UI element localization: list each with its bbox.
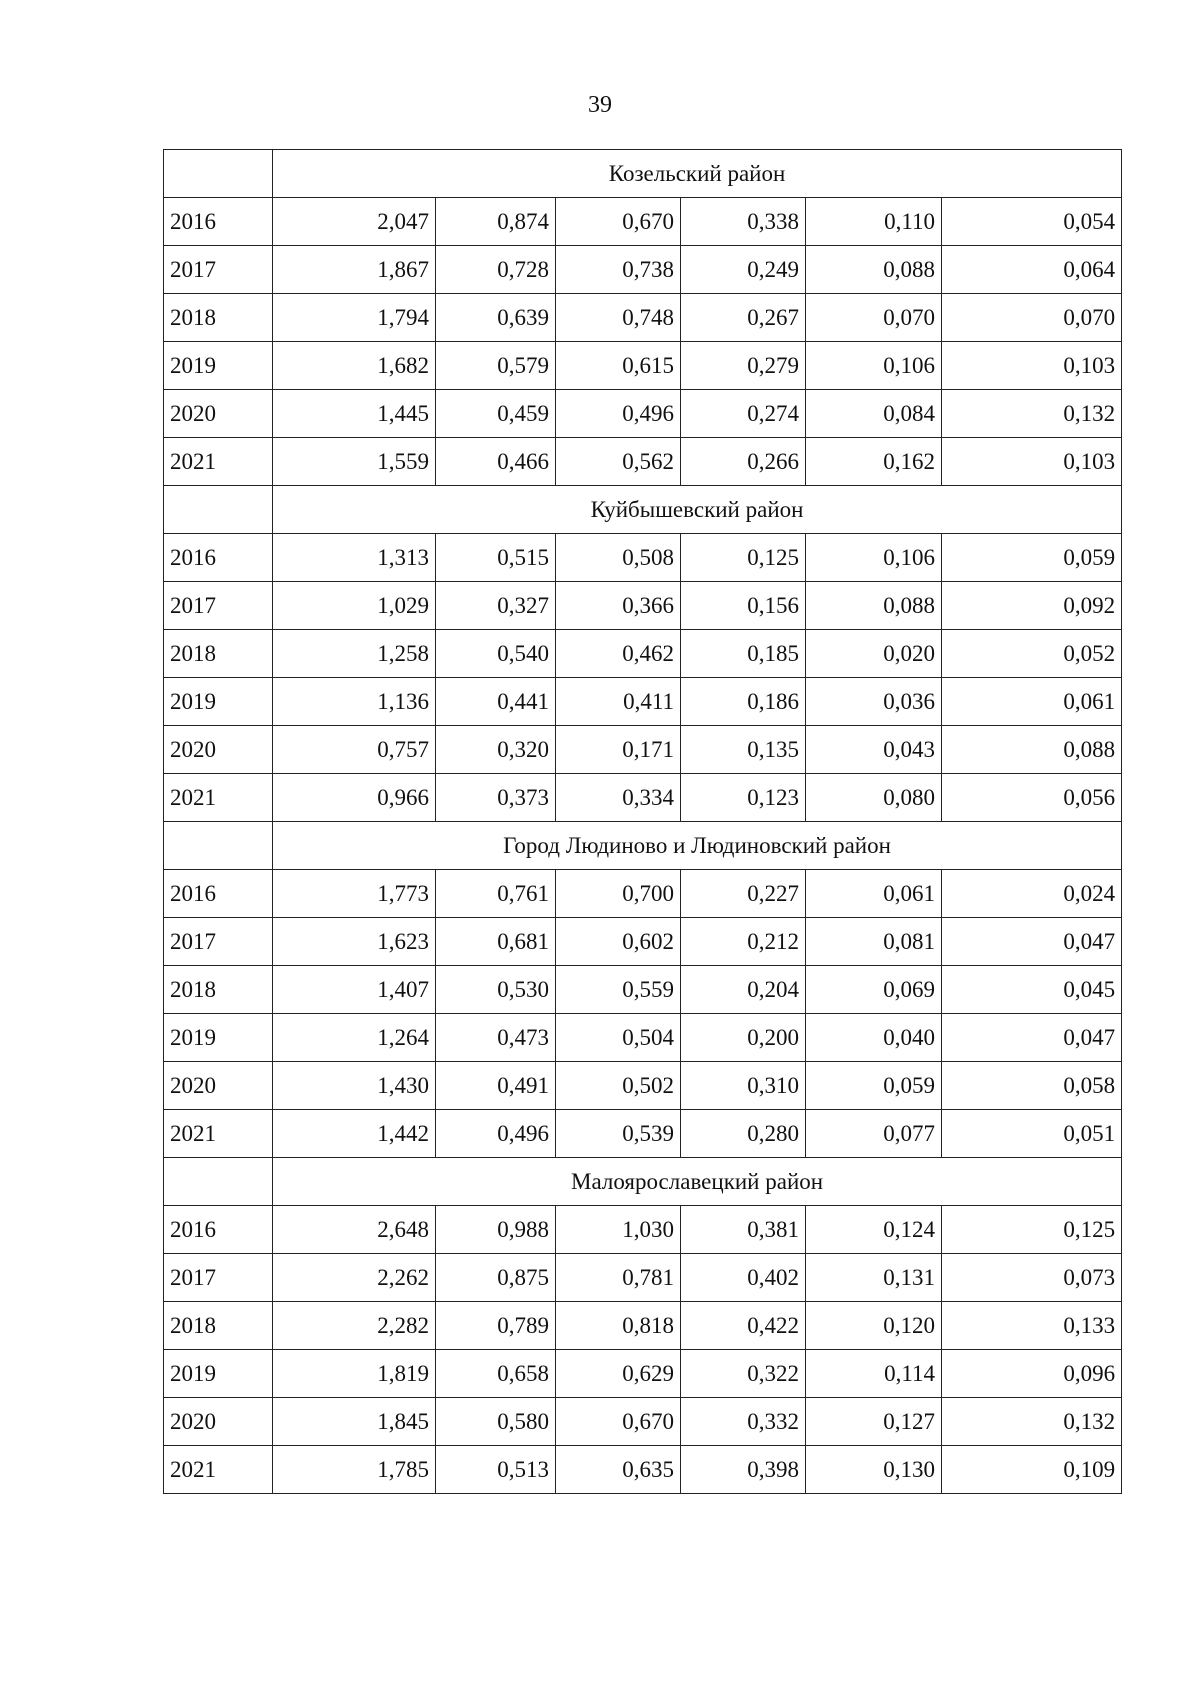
value-cell: 1,559 bbox=[273, 438, 436, 486]
value-cell: 1,845 bbox=[273, 1398, 436, 1446]
value-cell: 1,682 bbox=[273, 342, 436, 390]
section-header-row bbox=[164, 150, 1122, 198]
value-cell: 1,623 bbox=[273, 918, 436, 966]
table-row bbox=[164, 1206, 1122, 1254]
table-row bbox=[164, 342, 1122, 390]
value-cell: 0,757 bbox=[273, 726, 436, 774]
value-cell: 0,562 bbox=[556, 438, 681, 486]
value-cell: 2,047 bbox=[273, 198, 436, 246]
value-cell: 0,052 bbox=[942, 630, 1122, 678]
table-row bbox=[164, 966, 1122, 1014]
year-cell: 2020 bbox=[164, 726, 273, 774]
table-row bbox=[164, 630, 1122, 678]
value-cell: 0,748 bbox=[556, 294, 681, 342]
table-row bbox=[164, 1302, 1122, 1350]
value-cell: 0,402 bbox=[681, 1254, 806, 1302]
value-cell: 0,539 bbox=[556, 1110, 681, 1158]
value-cell: 1,773 bbox=[273, 870, 436, 918]
value-cell: 0,513 bbox=[436, 1446, 556, 1494]
value-cell: 0,366 bbox=[556, 582, 681, 630]
value-cell: 0,073 bbox=[942, 1254, 1122, 1302]
table-row bbox=[164, 774, 1122, 822]
value-cell: 0,058 bbox=[942, 1062, 1122, 1110]
value-cell: 0,096 bbox=[942, 1350, 1122, 1398]
value-cell: 0,615 bbox=[556, 342, 681, 390]
section-header-row bbox=[164, 822, 1122, 870]
value-cell: 0,738 bbox=[556, 246, 681, 294]
year-cell: 2017 bbox=[164, 246, 273, 294]
value-cell: 0,473 bbox=[436, 1014, 556, 1062]
value-cell: 0,334 bbox=[556, 774, 681, 822]
value-cell: 0,024 bbox=[942, 870, 1122, 918]
value-cell: 1,407 bbox=[273, 966, 436, 1014]
value-cell: 0,069 bbox=[806, 966, 942, 1014]
year-cell: 2021 bbox=[164, 1110, 273, 1158]
value-cell: 0,728 bbox=[436, 246, 556, 294]
page-number: 39 bbox=[588, 92, 612, 118]
section-header-empty-cell bbox=[164, 150, 273, 198]
value-cell: 1,794 bbox=[273, 294, 436, 342]
table-row bbox=[164, 726, 1122, 774]
value-cell: 0,398 bbox=[681, 1446, 806, 1494]
value-cell: 0,040 bbox=[806, 1014, 942, 1062]
value-cell: 0,043 bbox=[806, 726, 942, 774]
value-cell: 0,274 bbox=[681, 390, 806, 438]
value-cell: 0,502 bbox=[556, 1062, 681, 1110]
year-cell: 2018 bbox=[164, 1302, 273, 1350]
value-cell: 0,070 bbox=[806, 294, 942, 342]
value-cell: 0,088 bbox=[942, 726, 1122, 774]
year-cell: 2019 bbox=[164, 342, 273, 390]
year-cell: 2018 bbox=[164, 630, 273, 678]
value-cell: 0,120 bbox=[806, 1302, 942, 1350]
year-cell: 2016 bbox=[164, 1206, 273, 1254]
value-cell: 0,459 bbox=[436, 390, 556, 438]
year-cell: 2019 bbox=[164, 678, 273, 726]
section-title: Куйбышевский район bbox=[273, 486, 1122, 534]
value-cell: 1,029 bbox=[273, 582, 436, 630]
value-cell: 0,103 bbox=[942, 342, 1122, 390]
value-cell: 0,462 bbox=[556, 630, 681, 678]
value-cell: 0,185 bbox=[681, 630, 806, 678]
value-cell: 0,114 bbox=[806, 1350, 942, 1398]
table-row bbox=[164, 1062, 1122, 1110]
value-cell: 0,411 bbox=[556, 678, 681, 726]
value-cell: 0,200 bbox=[681, 1014, 806, 1062]
value-cell: 0,061 bbox=[806, 870, 942, 918]
value-cell: 0,171 bbox=[556, 726, 681, 774]
value-cell: 0,530 bbox=[436, 966, 556, 1014]
value-cell: 0,124 bbox=[806, 1206, 942, 1254]
value-cell: 1,442 bbox=[273, 1110, 436, 1158]
value-cell: 0,132 bbox=[942, 1398, 1122, 1446]
value-cell: 0,504 bbox=[556, 1014, 681, 1062]
value-cell: 0,602 bbox=[556, 918, 681, 966]
table-row bbox=[164, 534, 1122, 582]
data-table bbox=[163, 149, 1122, 1494]
value-cell: 0,540 bbox=[436, 630, 556, 678]
value-cell: 0,279 bbox=[681, 342, 806, 390]
value-cell: 0,123 bbox=[681, 774, 806, 822]
section-title: Козельский район bbox=[273, 150, 1122, 198]
value-cell: 0,054 bbox=[942, 198, 1122, 246]
value-cell: 0,081 bbox=[806, 918, 942, 966]
table-row bbox=[164, 390, 1122, 438]
value-cell: 0,130 bbox=[806, 1446, 942, 1494]
table-body bbox=[164, 150, 1122, 1494]
value-cell: 0,874 bbox=[436, 198, 556, 246]
value-cell: 0,080 bbox=[806, 774, 942, 822]
value-cell: 0,186 bbox=[681, 678, 806, 726]
table-row bbox=[164, 1014, 1122, 1062]
year-cell: 2021 bbox=[164, 774, 273, 822]
value-cell: 1,264 bbox=[273, 1014, 436, 1062]
value-cell: 0,629 bbox=[556, 1350, 681, 1398]
value-cell: 1,258 bbox=[273, 630, 436, 678]
year-cell: 2020 bbox=[164, 1062, 273, 1110]
table-row bbox=[164, 294, 1122, 342]
year-cell: 2021 bbox=[164, 1446, 273, 1494]
table-row bbox=[164, 582, 1122, 630]
year-cell: 2018 bbox=[164, 966, 273, 1014]
value-cell: 0,092 bbox=[942, 582, 1122, 630]
value-cell: 0,047 bbox=[942, 1014, 1122, 1062]
table-row bbox=[164, 1254, 1122, 1302]
section-header-row bbox=[164, 1158, 1122, 1206]
value-cell: 0,036 bbox=[806, 678, 942, 726]
value-cell: 0,441 bbox=[436, 678, 556, 726]
value-cell: 2,648 bbox=[273, 1206, 436, 1254]
value-cell: 0,070 bbox=[942, 294, 1122, 342]
section-header-empty-cell bbox=[164, 822, 273, 870]
value-cell: 1,313 bbox=[273, 534, 436, 582]
table-row bbox=[164, 1350, 1122, 1398]
value-cell: 0,132 bbox=[942, 390, 1122, 438]
value-cell: 0,327 bbox=[436, 582, 556, 630]
value-cell: 0,135 bbox=[681, 726, 806, 774]
value-cell: 0,781 bbox=[556, 1254, 681, 1302]
table-row bbox=[164, 678, 1122, 726]
value-cell: 0,373 bbox=[436, 774, 556, 822]
value-cell: 0,204 bbox=[681, 966, 806, 1014]
value-cell: 1,785 bbox=[273, 1446, 436, 1494]
value-cell: 0,789 bbox=[436, 1302, 556, 1350]
value-cell: 0,761 bbox=[436, 870, 556, 918]
year-cell: 2021 bbox=[164, 438, 273, 486]
value-cell: 0,156 bbox=[681, 582, 806, 630]
value-cell: 0,658 bbox=[436, 1350, 556, 1398]
value-cell: 0,249 bbox=[681, 246, 806, 294]
value-cell: 0,266 bbox=[681, 438, 806, 486]
year-cell: 2017 bbox=[164, 1254, 273, 1302]
value-cell: 0,059 bbox=[806, 1062, 942, 1110]
value-cell: 0,310 bbox=[681, 1062, 806, 1110]
section-title: Город Людиново и Людиновский район bbox=[273, 822, 1122, 870]
value-cell: 0,381 bbox=[681, 1206, 806, 1254]
value-cell: 1,136 bbox=[273, 678, 436, 726]
value-cell: 0,635 bbox=[556, 1446, 681, 1494]
value-cell: 0,515 bbox=[436, 534, 556, 582]
value-cell: 0,064 bbox=[942, 246, 1122, 294]
year-cell: 2019 bbox=[164, 1350, 273, 1398]
value-cell: 0,056 bbox=[942, 774, 1122, 822]
value-cell: 0,681 bbox=[436, 918, 556, 966]
table-row bbox=[164, 1110, 1122, 1158]
value-cell: 0,047 bbox=[942, 918, 1122, 966]
value-cell: 0,422 bbox=[681, 1302, 806, 1350]
value-cell: 0,127 bbox=[806, 1398, 942, 1446]
table-row bbox=[164, 1446, 1122, 1494]
section-header-empty-cell bbox=[164, 486, 273, 534]
value-cell: 0,051 bbox=[942, 1110, 1122, 1158]
year-cell: 2020 bbox=[164, 390, 273, 438]
year-cell: 2017 bbox=[164, 582, 273, 630]
value-cell: 2,282 bbox=[273, 1302, 436, 1350]
value-cell: 0,110 bbox=[806, 198, 942, 246]
value-cell: 2,262 bbox=[273, 1254, 436, 1302]
year-cell: 2017 bbox=[164, 918, 273, 966]
year-cell: 2019 bbox=[164, 1014, 273, 1062]
value-cell: 0,162 bbox=[806, 438, 942, 486]
table-row bbox=[164, 246, 1122, 294]
value-cell: 0,818 bbox=[556, 1302, 681, 1350]
year-cell: 2016 bbox=[164, 534, 273, 582]
value-cell: 0,559 bbox=[556, 966, 681, 1014]
value-cell: 0,109 bbox=[942, 1446, 1122, 1494]
value-cell: 0,133 bbox=[942, 1302, 1122, 1350]
year-cell: 2016 bbox=[164, 870, 273, 918]
value-cell: 0,125 bbox=[942, 1206, 1122, 1254]
value-cell: 0,466 bbox=[436, 438, 556, 486]
value-cell: 0,496 bbox=[436, 1110, 556, 1158]
value-cell: 0,320 bbox=[436, 726, 556, 774]
value-cell: 0,125 bbox=[681, 534, 806, 582]
value-cell: 1,430 bbox=[273, 1062, 436, 1110]
value-cell: 1,030 bbox=[556, 1206, 681, 1254]
section-header-empty-cell bbox=[164, 1158, 273, 1206]
value-cell: 0,059 bbox=[942, 534, 1122, 582]
value-cell: 0,280 bbox=[681, 1110, 806, 1158]
year-cell: 2018 bbox=[164, 294, 273, 342]
section-header-row bbox=[164, 486, 1122, 534]
value-cell: 0,338 bbox=[681, 198, 806, 246]
value-cell: 0,491 bbox=[436, 1062, 556, 1110]
value-cell: 0,580 bbox=[436, 1398, 556, 1446]
value-cell: 0,267 bbox=[681, 294, 806, 342]
value-cell: 1,445 bbox=[273, 390, 436, 438]
value-cell: 0,227 bbox=[681, 870, 806, 918]
year-cell: 2020 bbox=[164, 1398, 273, 1446]
value-cell: 0,061 bbox=[942, 678, 1122, 726]
table-row bbox=[164, 438, 1122, 486]
value-cell: 0,988 bbox=[436, 1206, 556, 1254]
value-cell: 1,867 bbox=[273, 246, 436, 294]
value-cell: 0,332 bbox=[681, 1398, 806, 1446]
value-cell: 0,700 bbox=[556, 870, 681, 918]
table-row bbox=[164, 870, 1122, 918]
section-title: Малоярославецкий район bbox=[273, 1158, 1122, 1206]
value-cell: 0,639 bbox=[436, 294, 556, 342]
table-row bbox=[164, 198, 1122, 246]
value-cell: 0,212 bbox=[681, 918, 806, 966]
value-cell: 0,088 bbox=[806, 582, 942, 630]
value-cell: 0,106 bbox=[806, 342, 942, 390]
value-cell: 0,131 bbox=[806, 1254, 942, 1302]
table-row bbox=[164, 918, 1122, 966]
value-cell: 0,088 bbox=[806, 246, 942, 294]
value-cell: 0,103 bbox=[942, 438, 1122, 486]
value-cell: 0,106 bbox=[806, 534, 942, 582]
value-cell: 0,496 bbox=[556, 390, 681, 438]
value-cell: 0,322 bbox=[681, 1350, 806, 1398]
table-row bbox=[164, 1398, 1122, 1446]
value-cell: 0,670 bbox=[556, 1398, 681, 1446]
value-cell: 0,077 bbox=[806, 1110, 942, 1158]
value-cell: 0,084 bbox=[806, 390, 942, 438]
value-cell: 0,579 bbox=[436, 342, 556, 390]
value-cell: 0,045 bbox=[942, 966, 1122, 1014]
value-cell: 1,819 bbox=[273, 1350, 436, 1398]
value-cell: 0,670 bbox=[556, 198, 681, 246]
value-cell: 0,020 bbox=[806, 630, 942, 678]
value-cell: 0,966 bbox=[273, 774, 436, 822]
year-cell: 2016 bbox=[164, 198, 273, 246]
value-cell: 0,875 bbox=[436, 1254, 556, 1302]
value-cell: 0,508 bbox=[556, 534, 681, 582]
